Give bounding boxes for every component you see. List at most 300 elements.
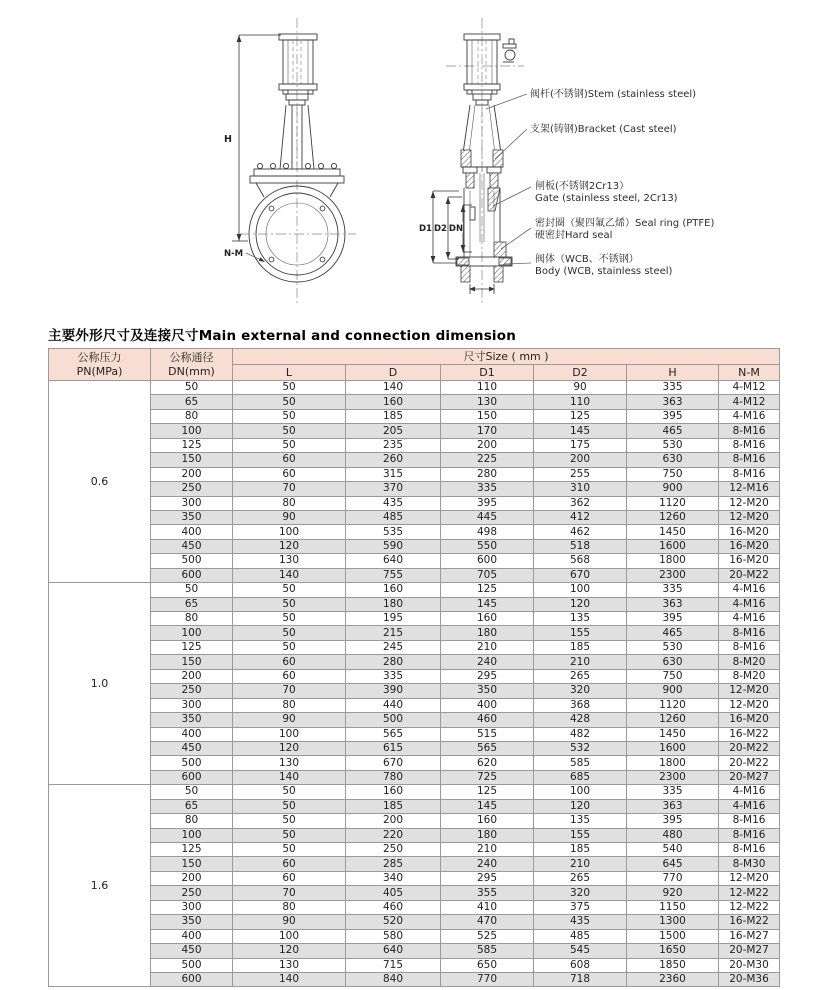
table-cell: 285 (346, 857, 441, 871)
table-cell: 645 (627, 857, 719, 871)
table-cell: 498 (441, 525, 534, 539)
table-cell: 540 (627, 843, 719, 857)
table-cell: 265 (534, 871, 627, 885)
table-cell: 90 (233, 915, 346, 929)
dim-label-d2: D2 (434, 224, 447, 234)
table-cell: 395 (627, 409, 719, 423)
callout-gate-cn: 闸板(不锈钢2Cr13） (535, 181, 630, 192)
table-cell: 65 (151, 395, 233, 409)
table-cell: 200 (346, 814, 441, 828)
table-cell: 8-M16 (719, 424, 780, 438)
part-callouts (486, 87, 714, 277)
table-header (49, 349, 780, 381)
table-cell: 300 (151, 900, 233, 914)
table-cell: 180 (441, 828, 534, 842)
table-cell: 20-M27 (719, 770, 780, 784)
table-cell: 295 (441, 871, 534, 885)
table-cell: 250 (346, 843, 441, 857)
table-cell: 4-M16 (719, 785, 780, 799)
table-cell: 195 (346, 612, 441, 626)
table-cell: 400 (441, 698, 534, 712)
table-cell: 440 (346, 698, 441, 712)
table-cell: 225 (441, 453, 534, 467)
table-cell: 100 (233, 525, 346, 539)
table-cell: 50 (233, 424, 346, 438)
table-cell: 450 (151, 944, 233, 958)
table-cell: 135 (534, 612, 627, 626)
table-cell: 12-M20 (719, 684, 780, 698)
header-col-l: L (233, 365, 346, 381)
table-cell: 600 (441, 554, 534, 568)
table-cell: 215 (346, 626, 441, 640)
table-cell: 100 (233, 929, 346, 943)
table-cell: 50 (233, 828, 346, 842)
table-cell: 110 (441, 381, 534, 395)
header-col-d1: D1 (441, 365, 534, 381)
table-cell: 8-M16 (719, 467, 780, 481)
table-cell: 170 (441, 424, 534, 438)
pn-value-cell: 0.6 (49, 381, 151, 583)
table-cell: 235 (346, 438, 441, 452)
table-cell: 220 (346, 828, 441, 842)
table-cell: 900 (627, 684, 719, 698)
table-cell: 60 (233, 669, 346, 683)
table-cell: 368 (534, 698, 627, 712)
header-col-nm: N-M (719, 365, 780, 381)
table-cell: 60 (233, 453, 346, 467)
table-cell: 140 (233, 568, 346, 582)
table-cell: 525 (441, 929, 534, 943)
callout-body-en: Body (WCB, stainless steel) (535, 266, 673, 277)
header-col-d: D (346, 365, 441, 381)
table-cell: 125 (151, 438, 233, 452)
table-cell: 750 (627, 467, 719, 481)
table-cell: 80 (151, 409, 233, 423)
table-cell: 60 (233, 857, 346, 871)
table-row (49, 669, 780, 683)
table-cell: 210 (534, 857, 627, 871)
table-cell: 8-M30 (719, 857, 780, 871)
table-cell: 60 (233, 871, 346, 885)
table-cell: 485 (346, 510, 441, 524)
table-cell: 155 (534, 626, 627, 640)
table-cell: 1120 (627, 496, 719, 510)
table-cell: 200 (151, 669, 233, 683)
table-cell: 260 (346, 453, 441, 467)
table-cell: 210 (441, 640, 534, 654)
table-cell: 350 (441, 684, 534, 698)
table-cell: 482 (534, 727, 627, 741)
table-cell: 2300 (627, 770, 719, 784)
table-cell: 1300 (627, 915, 719, 929)
table-cell: 160 (346, 785, 441, 799)
table-row (49, 770, 780, 784)
table-cell: 1150 (627, 900, 719, 914)
table-cell: 350 (151, 915, 233, 929)
table-cell: 350 (151, 713, 233, 727)
callout-body-cn: 阀体（WCB、不锈钢） (535, 254, 639, 265)
table-cell: 16-M20 (719, 554, 780, 568)
table-cell: 20-M27 (719, 944, 780, 958)
table-cell: 50 (233, 438, 346, 452)
table-row (49, 929, 780, 943)
table-cell: 50 (233, 381, 346, 395)
table-cell: 500 (151, 756, 233, 770)
table-row (49, 944, 780, 958)
table-cell: 50 (233, 409, 346, 423)
table-row (49, 583, 780, 597)
dimension-table-body (49, 381, 780, 987)
table-cell: 20-M36 (719, 972, 780, 986)
table-cell: 50 (233, 597, 346, 611)
table-row (49, 871, 780, 885)
table-cell: 145 (534, 424, 627, 438)
table-row (49, 785, 780, 799)
table-cell: 125 (441, 583, 534, 597)
table-cell: 50 (233, 785, 346, 799)
table-cell: 65 (151, 799, 233, 813)
table-cell: 1260 (627, 713, 719, 727)
table-cell: 12-M22 (719, 886, 780, 900)
table-row (49, 612, 780, 626)
table-cell: 8-M20 (719, 669, 780, 683)
table-cell: 125 (151, 843, 233, 857)
table-cell: 145 (441, 597, 534, 611)
table-cell: 4-M12 (719, 395, 780, 409)
table-cell: 100 (151, 626, 233, 640)
table-cell: 755 (346, 568, 441, 582)
table-cell: 150 (441, 409, 534, 423)
table-row (49, 900, 780, 914)
callout-gate-en: Gate (stainless steel, 2Cr13) (535, 193, 678, 204)
table-cell: 520 (346, 915, 441, 929)
table-row (49, 915, 780, 929)
table-cell: 750 (627, 669, 719, 683)
table-cell: 125 (151, 640, 233, 654)
table-cell: 435 (534, 915, 627, 929)
table-cell: 125 (534, 409, 627, 423)
table-cell: 135 (534, 814, 627, 828)
table-cell: 500 (346, 713, 441, 727)
table-row (49, 655, 780, 669)
table-cell: 16-M20 (719, 539, 780, 553)
table-cell: 460 (346, 900, 441, 914)
table-cell: 550 (441, 539, 534, 553)
table-cell: 335 (441, 482, 534, 496)
table-cell: 240 (441, 655, 534, 669)
table-cell: 16-M22 (719, 727, 780, 741)
table-cell: 8-M16 (719, 626, 780, 640)
table-cell: 320 (534, 684, 627, 698)
table-row (49, 424, 780, 438)
table-row (49, 568, 780, 582)
table-cell: 2360 (627, 972, 719, 986)
table-cell: 4-M16 (719, 612, 780, 626)
callout-stem: 阀杆(不锈钢)Stem (stainless steel) (530, 89, 697, 100)
dim-label-h: H (224, 134, 232, 145)
table-cell: 1260 (627, 510, 719, 524)
table-cell: 445 (441, 510, 534, 524)
table-cell: 1120 (627, 698, 719, 712)
table-cell: 725 (441, 770, 534, 784)
table-cell: 210 (441, 843, 534, 857)
table-cell: 200 (441, 438, 534, 452)
table-cell: 770 (441, 972, 534, 986)
table-cell: 412 (534, 510, 627, 524)
pn-value-cell: 1.6 (49, 785, 151, 987)
table-cell: 450 (151, 741, 233, 755)
table-cell: 90 (233, 713, 346, 727)
table-cell: 395 (627, 612, 719, 626)
table-cell: 630 (627, 453, 719, 467)
table-cell: 120 (233, 741, 346, 755)
table-cell: 80 (233, 496, 346, 510)
table-cell: 180 (346, 597, 441, 611)
table-cell: 370 (346, 482, 441, 496)
table-cell: 12-M20 (719, 871, 780, 885)
table-row (49, 467, 780, 481)
dimension-h (224, 35, 281, 241)
table-cell: 590 (346, 539, 441, 553)
table-cell: 8-M16 (719, 438, 780, 452)
table-cell: 50 (151, 785, 233, 799)
table-cell: 65 (151, 597, 233, 611)
table-cell: 310 (534, 482, 627, 496)
table-cell: 1800 (627, 756, 719, 770)
table-cell: 20-M22 (719, 741, 780, 755)
table-cell: 12-M16 (719, 482, 780, 496)
table-cell: 640 (346, 944, 441, 958)
table-cell: 1450 (627, 525, 719, 539)
table-cell: 300 (151, 698, 233, 712)
table-cell: 140 (346, 381, 441, 395)
table-cell: 1800 (627, 554, 719, 568)
table-cell: 100 (534, 785, 627, 799)
table-row (49, 525, 780, 539)
table-cell: 770 (627, 871, 719, 885)
table-cell: 130 (233, 958, 346, 972)
table-cell: 60 (233, 655, 346, 669)
table-cell: 465 (627, 626, 719, 640)
table-cell: 620 (441, 756, 534, 770)
table-cell: 350 (151, 510, 233, 524)
table-row (49, 510, 780, 524)
table-row (49, 756, 780, 770)
table-cell: 50 (233, 799, 346, 813)
table-row (49, 713, 780, 727)
table-cell: 4-M16 (719, 583, 780, 597)
table-cell: 50 (233, 640, 346, 654)
table-row (49, 453, 780, 467)
table-cell: 362 (534, 496, 627, 510)
table-cell: 50 (233, 843, 346, 857)
table-cell: 50 (233, 583, 346, 597)
table-cell: 185 (346, 799, 441, 813)
table-cell: 300 (151, 496, 233, 510)
table-row (49, 741, 780, 755)
table-cell: 2300 (627, 568, 719, 582)
table-cell: 50 (233, 626, 346, 640)
table-cell: 400 (151, 525, 233, 539)
table-cell: 600 (151, 972, 233, 986)
table-cell: 80 (233, 900, 346, 914)
table-cell: 240 (441, 857, 534, 871)
table-cell: 405 (346, 886, 441, 900)
table-row (49, 640, 780, 654)
table-cell: 80 (233, 698, 346, 712)
table-cell: 280 (346, 655, 441, 669)
table-cell: 600 (151, 770, 233, 784)
table-cell: 280 (441, 467, 534, 481)
table-cell: 580 (346, 929, 441, 943)
table-cell: 718 (534, 972, 627, 986)
table-cell: 363 (627, 799, 719, 813)
table-row (49, 597, 780, 611)
table-cell: 428 (534, 713, 627, 727)
table-cell: 500 (151, 554, 233, 568)
table-cell: 335 (627, 381, 719, 395)
table-cell: 840 (346, 972, 441, 986)
table-cell: 70 (233, 684, 346, 698)
table-cell: 375 (534, 900, 627, 914)
table-cell: 120 (233, 539, 346, 553)
table-cell: 50 (151, 381, 233, 395)
table-row (49, 381, 780, 395)
table-cell: 60 (233, 467, 346, 481)
header-diameter: 公称通径 DN(mm) (151, 349, 233, 381)
table-cell: 210 (534, 655, 627, 669)
table-cell: 12-M20 (719, 698, 780, 712)
table-row (49, 539, 780, 553)
valve-section-view (419, 18, 524, 304)
table-cell: 1500 (627, 929, 719, 943)
table-row (49, 496, 780, 510)
table-cell: 80 (151, 814, 233, 828)
table-cell: 155 (534, 828, 627, 842)
table-cell: 100 (534, 583, 627, 597)
dim-label-dn: DN (448, 224, 464, 234)
table-row (49, 857, 780, 871)
table-cell: 8-M16 (719, 843, 780, 857)
table-cell: 50 (233, 395, 346, 409)
table-cell: 435 (346, 496, 441, 510)
table-row (49, 799, 780, 813)
table-cell: 4-M16 (719, 799, 780, 813)
table-cell: 70 (233, 886, 346, 900)
table-cell: 340 (346, 871, 441, 885)
table-cell: 8-M16 (719, 814, 780, 828)
table-cell: 685 (534, 770, 627, 784)
table-cell: 335 (346, 669, 441, 683)
table-cell: 1600 (627, 539, 719, 553)
table-row (49, 972, 780, 986)
table-cell: 200 (151, 871, 233, 885)
table-cell: 535 (346, 525, 441, 539)
table-cell: 120 (534, 597, 627, 611)
table-cell: 8-M16 (719, 640, 780, 654)
table-cell: 150 (151, 857, 233, 871)
table-cell: 160 (441, 814, 534, 828)
table-cell: 145 (441, 799, 534, 813)
header-col-h: H (627, 365, 719, 381)
table-cell: 1850 (627, 958, 719, 972)
table-cell: 480 (627, 828, 719, 842)
table-cell: 185 (534, 843, 627, 857)
table-cell: 920 (627, 886, 719, 900)
table-cell: 410 (441, 900, 534, 914)
table-cell: 200 (534, 453, 627, 467)
table-row (49, 814, 780, 828)
table-cell: 630 (627, 655, 719, 669)
pn-value-cell: 1.0 (49, 583, 151, 785)
valve-drawing-svg (0, 4, 819, 324)
table-cell: 615 (346, 741, 441, 755)
table-cell: 130 (441, 395, 534, 409)
table-cell: 20-M22 (719, 568, 780, 582)
table-row (49, 554, 780, 568)
table-cell: 120 (233, 944, 346, 958)
table-cell: 465 (627, 424, 719, 438)
callout-seal-cn: 密封圈（聚四氟乙烯）Seal ring (PTFE) (535, 218, 715, 229)
table-cell: 335 (627, 583, 719, 597)
table-row (49, 684, 780, 698)
table-cell: 8-M16 (719, 828, 780, 842)
table-cell: 515 (441, 727, 534, 741)
table-cell: 100 (151, 424, 233, 438)
valve-front-view (224, 18, 356, 304)
table-cell: 16-M20 (719, 525, 780, 539)
section-title: 主要外形尺寸及连接尺寸Main external and connection dimension (48, 328, 517, 344)
table-cell: 90 (534, 381, 627, 395)
table-row (49, 438, 780, 452)
table-cell: 532 (534, 741, 627, 755)
table-cell: 8-M16 (719, 453, 780, 467)
table-cell: 565 (441, 741, 534, 755)
table-cell: 320 (534, 886, 627, 900)
table-cell: 705 (441, 568, 534, 582)
table-cell: 130 (233, 554, 346, 568)
table-cell: 608 (534, 958, 627, 972)
table-cell: 400 (151, 727, 233, 741)
dimension-table (48, 348, 780, 987)
table-row (49, 958, 780, 972)
table-cell: 670 (534, 568, 627, 582)
table-cell: 180 (441, 626, 534, 640)
table-row (49, 409, 780, 423)
table-cell: 50 (233, 814, 346, 828)
table-cell: 110 (534, 395, 627, 409)
table-cell: 900 (627, 482, 719, 496)
table-cell: 530 (627, 438, 719, 452)
table-cell: 650 (441, 958, 534, 972)
table-cell: 245 (346, 640, 441, 654)
table-cell: 205 (346, 424, 441, 438)
table-cell: 1450 (627, 727, 719, 741)
table-cell: 150 (151, 655, 233, 669)
dim-label-nm: N-M (224, 249, 244, 259)
table-cell: 565 (346, 727, 441, 741)
table-cell: 400 (151, 929, 233, 943)
table-cell: 16-M20 (719, 713, 780, 727)
table-cell: 12-M20 (719, 496, 780, 510)
table-cell: 200 (151, 467, 233, 481)
table-cell: 8-M20 (719, 655, 780, 669)
table-cell: 600 (151, 568, 233, 582)
table-cell: 12-M22 (719, 900, 780, 914)
table-cell: 20-M30 (719, 958, 780, 972)
table-cell: 70 (233, 482, 346, 496)
table-cell: 90 (233, 510, 346, 524)
